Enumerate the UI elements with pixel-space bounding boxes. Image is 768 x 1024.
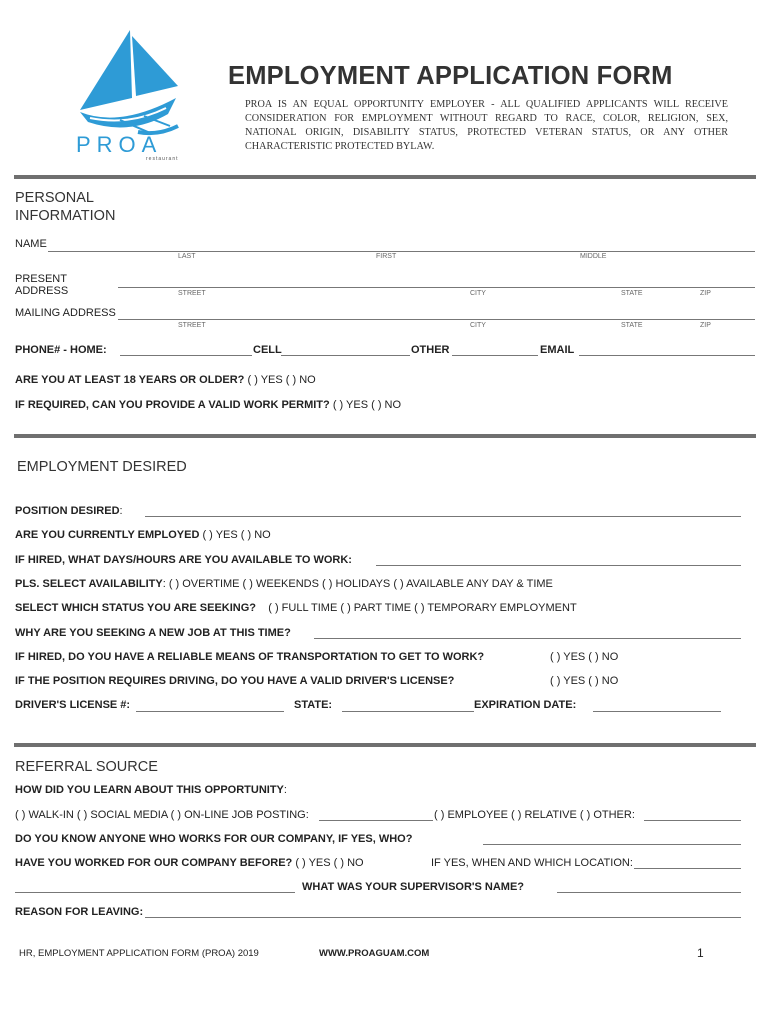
expiration-field[interactable] <box>593 711 721 712</box>
sub-city: CITY <box>470 290 486 297</box>
mailing-address-field[interactable] <box>118 319 755 320</box>
drivers-license-label: DRIVER'S LICENSE #: <box>15 699 131 711</box>
section-heading-employment: EMPLOYMENT DESIRED <box>17 459 187 475</box>
transport-question: IF HIRED, DO YOU HAVE A RELIABLE MEANS OF TRANSPORTATION TO GET TO WORK? <box>15 651 485 663</box>
license-state-field[interactable] <box>342 711 474 712</box>
how-learn-colon: : <box>283 784 287 796</box>
section-divider <box>14 175 756 179</box>
location-continued-field[interactable] <box>15 892 295 893</box>
license-options[interactable]: ( ) YES ( ) NO <box>550 675 619 687</box>
days-hours-question: IF HIRED, WHAT DAYS/HOURS ARE YOU AVAILABLE TO WORK: <box>15 554 352 566</box>
sub-city: CITY <box>470 322 486 329</box>
section-divider <box>14 743 756 747</box>
present-address-label-2: ADDRESS <box>15 285 69 297</box>
sub-last: LAST <box>178 253 196 260</box>
supervisor-question: WHAT WAS YOUR SUPERVISOR'S NAME? <box>302 881 525 893</box>
days-hours-field[interactable] <box>376 565 741 566</box>
reason-leaving-label: REASON FOR LEAVING: <box>15 906 144 918</box>
other-label: OTHER <box>411 344 450 356</box>
brand-tagline: restaurant <box>146 156 179 162</box>
sub-middle: MIDDLE <box>580 253 607 260</box>
how-learn-question: HOW DID YOU LEARN ABOUT THIS OPPORTUNITY <box>15 784 284 796</box>
age-options[interactable]: ( ) YES ( ) NO <box>247 374 316 386</box>
phone-home-label: PHONE# - HOME: <box>15 344 107 356</box>
name-label: NAME <box>15 238 47 250</box>
sub-street: STREET <box>178 290 206 297</box>
sub-street: STREET <box>178 322 206 329</box>
currently-employed-question: ARE YOU CURRENTLY EMPLOYED <box>15 529 200 541</box>
age-question: ARE YOU AT LEAST 18 YEARS OR OLDER? <box>15 374 245 386</box>
section-heading-personal-2: INFORMATION <box>15 208 116 224</box>
online-posting-field[interactable] <box>319 820 433 821</box>
transport-options[interactable]: ( ) YES ( ) NO <box>550 651 619 663</box>
referral-options-a[interactable]: ( ) WALK-IN ( ) SOCIAL MEDIA ( ) ON-LINE JOB POSTING: <box>15 809 309 821</box>
work-permit-options[interactable]: ( ) YES ( ) NO <box>332 399 402 411</box>
mailing-address-label: MAILING ADDRESS <box>15 307 116 319</box>
license-question: IF THE POSITION REQUIRES DRIVING, DO YOU HAVE A VALID DRIVER'S LICENSE? <box>15 675 455 687</box>
expiration-label: EXPIRATION DATE: <box>474 699 577 711</box>
footer-form-id: HR, EMPLOYMENT APPLICATION FORM (PROA) 2019 <box>19 948 259 959</box>
name-field[interactable] <box>48 251 755 252</box>
reason-leaving-field[interactable] <box>145 917 741 918</box>
cell-field[interactable] <box>281 355 410 356</box>
why-question: WHY ARE YOU SEEKING A NEW JOB AT THIS TIME? <box>15 627 291 639</box>
brand-name: PROA <box>76 132 163 157</box>
know-anyone-question: DO YOU KNOW ANYONE WHO WORKS FOR OUR COMPANY, IF YES, WHO? <box>15 833 413 845</box>
status-options[interactable]: ( ) FULL TIME ( ) PART TIME ( ) TEMPORARY EMPLOYMENT <box>268 602 577 614</box>
position-label: POSITION DESIRED <box>15 505 120 517</box>
sub-state: STATE <box>621 322 643 329</box>
sub-state: STATE <box>621 290 643 297</box>
cell-label: CELL <box>253 344 282 356</box>
supervisor-field[interactable] <box>557 892 741 893</box>
worked-before-options[interactable]: ( ) YES ( ) NO <box>295 857 364 869</box>
work-permit-question: IF REQUIRED, CAN YOU PROVIDE A VALID WORK PERMIT? <box>15 399 330 411</box>
section-divider <box>14 434 756 438</box>
sub-zip: ZIP <box>700 322 711 329</box>
currently-employed-options[interactable]: ( ) YES ( ) NO <box>202 529 271 541</box>
which-location-label: IF YES, WHEN AND WHICH LOCATION: <box>431 857 633 869</box>
which-location-field[interactable] <box>634 868 741 869</box>
know-anyone-field[interactable] <box>483 844 741 845</box>
position-field[interactable] <box>145 516 741 517</box>
footer-website: WWW.PROAGUAM.COM <box>319 948 430 959</box>
worked-before-question: HAVE YOU WORKED FOR OUR COMPANY BEFORE? <box>15 857 293 869</box>
why-field[interactable] <box>314 638 741 639</box>
sub-zip: ZIP <box>700 290 711 297</box>
sub-first: FIRST <box>376 253 397 260</box>
referral-other-field[interactable] <box>644 820 741 821</box>
proa-logo <box>60 28 190 168</box>
phone-home-field[interactable] <box>120 355 252 356</box>
sailboat-icon <box>60 28 190 138</box>
eeo-statement: PROA IS AN EQUAL OPPORTUNITY EMPLOYER - ALL QUALIFIED APPLICANTS WILL RECEIVE CONSIDERATION FOR EMPLOYMENT WITHOUT REGARD TO RACE, COLOR, RELIGION, SEX, NATIONAL ORIGIN, DISABILITY STATUS, PROTECTED VETERAN STATUS, OR ANY OTHER CHARACTERISTIC PROTECTED BYLAW. <box>245 99 728 152</box>
email-field[interactable] <box>579 355 755 356</box>
email-label: EMAIL <box>540 344 575 356</box>
present-address-label-1: PRESENT <box>15 273 67 285</box>
present-address-field[interactable] <box>118 287 755 288</box>
position-colon: : <box>119 505 123 517</box>
status-question: SELECT WHICH STATUS YOU ARE SEEKING? <box>15 602 256 614</box>
availability-options[interactable]: : ( ) OVERTIME ( ) WEEKENDS ( ) HOLIDAYS ( ) AVAILABLE ANY DAY & TIME <box>162 578 553 590</box>
page-number: 1 <box>697 946 704 960</box>
availability-question: PLS. SELECT AVAILABILITY <box>15 578 163 590</box>
license-state-label: STATE: <box>294 699 333 711</box>
referral-options-b[interactable]: ( ) EMPLOYEE ( ) RELATIVE ( ) OTHER: <box>434 809 635 821</box>
section-heading-personal-1: PERSONAL <box>15 190 94 206</box>
section-heading-referral: REFERRAL SOURCE <box>15 759 158 775</box>
page-title: EMPLOYMENT APPLICATION FORM <box>228 62 673 90</box>
other-phone-field[interactable] <box>452 355 538 356</box>
drivers-license-field[interactable] <box>136 711 284 712</box>
